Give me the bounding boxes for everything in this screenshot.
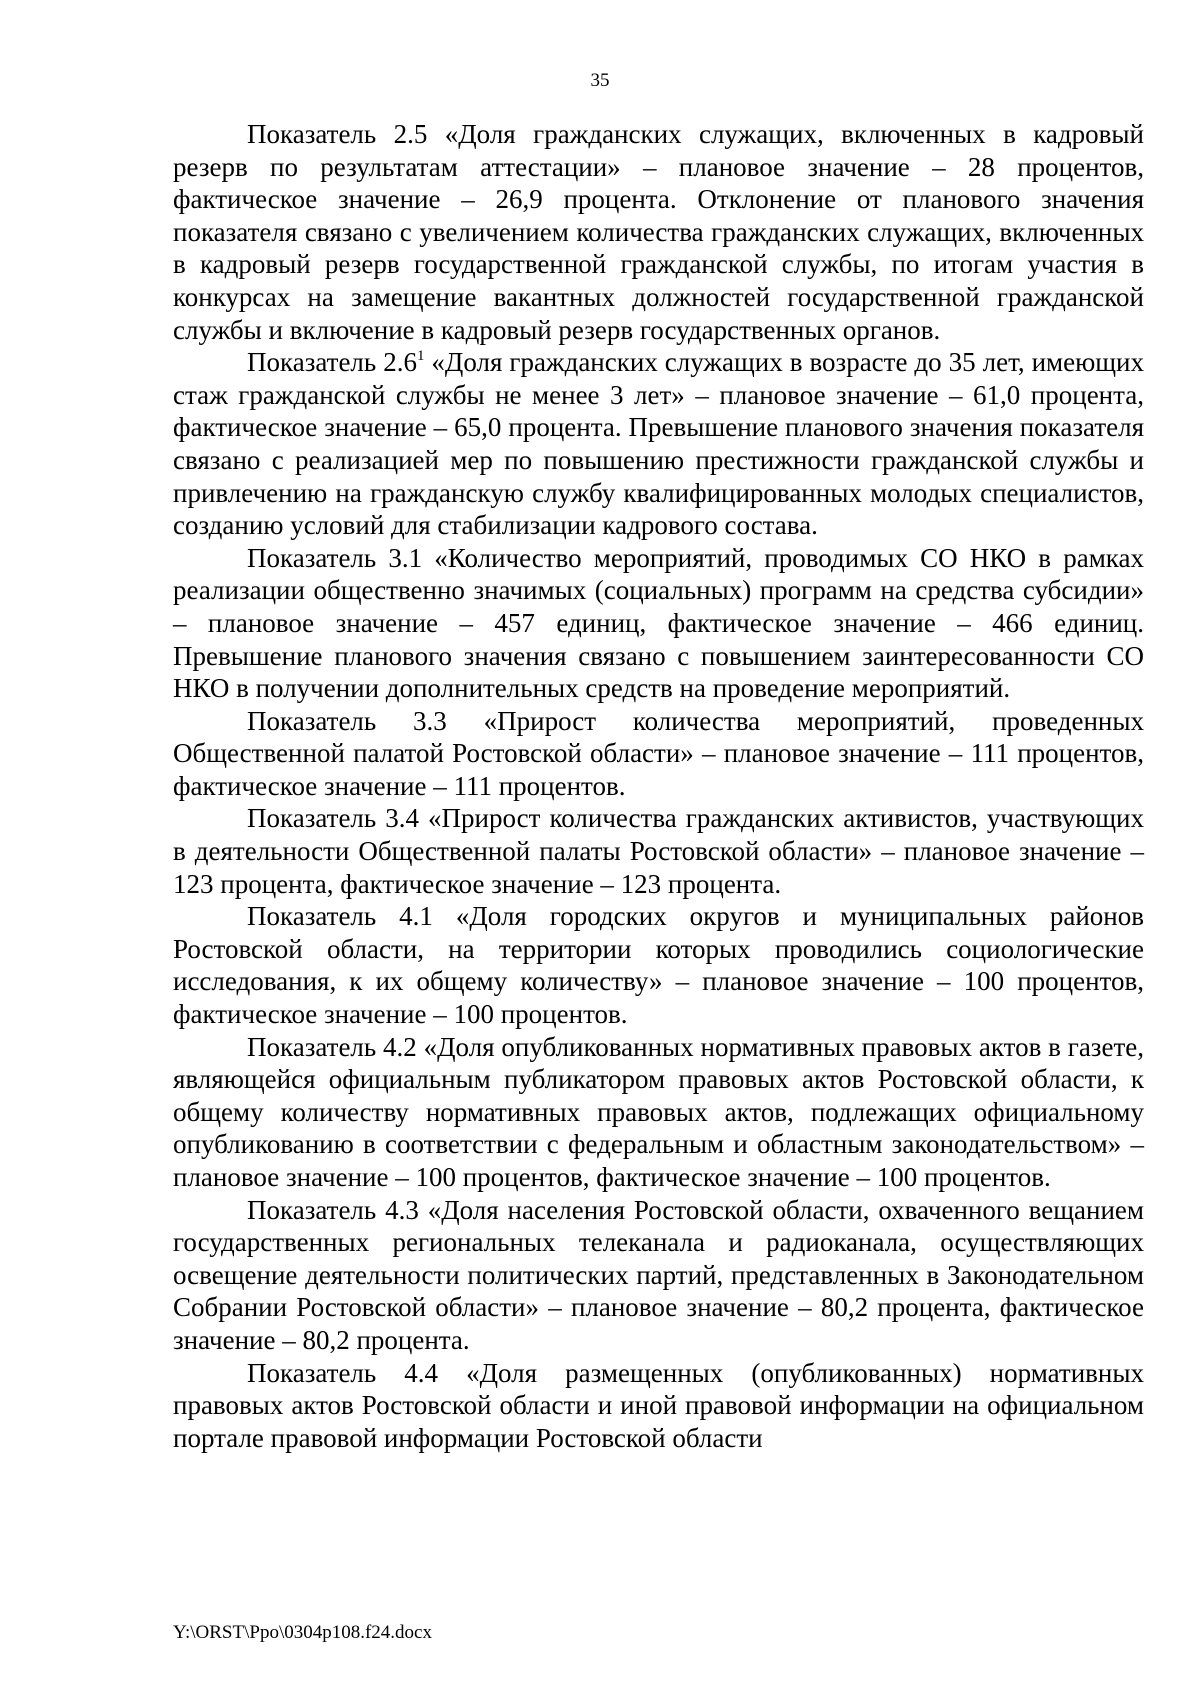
paragraph-indicator-3-4: Показатель 3.4 «Прирост количества гражданских активистов, участвующих в деятельности Общественной палаты Ростовской области» – плановое значение – 123 процента, фактическое значение – 123 процента. xyxy=(173,803,1144,899)
paragraph-indicator-4-4: Показатель 4.4 «Доля размещенных (опубликованных) нормативных правовых актов Ростовской области и иной правовой информации на официальном портале правовой информации Ростовской области xyxy=(173,1357,1144,1453)
indicator-2-6-superscript: 1 xyxy=(416,348,425,365)
paragraph-indicator-4-3: Показатель 4.3 «Доля населения Ростовской области, охваченного вещанием государственных региональных телеканала и радиоканала, осуществляющих освещение деятельности политических партий, представленных в Законодательном Собрании Ростовской области» – плановое значение – 80,2 процента, фактическое значение – 80,2 процента. xyxy=(173,1194,1144,1355)
paragraph-indicator-3-3: Показатель 3.3 «Прирост количества мероприятий, проведенных Общественной палатой Ростовской области» – плановое значение – 111 процентов, фактическое значение – 111 процентов. xyxy=(173,705,1144,801)
paragraph-indicator-3-1: Показатель 3.1 «Количество мероприятий, проводимых СО НКО в рамках реализации общественно значимых (социальных) программ на средства субсидии» – плановое значение – 457 единиц, фактическое значение – 466 единиц. Превышение планового значения связано с повышением заинтересованности СО НКО в получении дополнительных средств на проведение мероприятий. xyxy=(173,542,1144,704)
paragraph-indicator-2-5: Показатель 2.5 «Доля гражданских служащих, включенных в кадровый резерв по результатам аттестации» – плановое значение – 28 процентов, фактическое значение – 26,9 процента. Отклонение от планового значения показателя связано с увеличением количества гражданских служащих, включенных в кадровый резерв государственной гражданской службы, по итогам участия в конкурсах на замещение вакантных должностей государственной гражданской службы и включение в кадровый резерв государственных органов. xyxy=(173,119,1144,345)
indicator-2-6-text: «Доля гражданских служащих в возрасте до 35 лет, имеющих стаж гражданской службы не менее 3 лет» – плановое значение – 61,0 процента, фактическое значение – 65,0 процента. Превышение планового значения показателя связано с реализацией мер по повышению престижности гражданской службы и привлечению на гражданскую службу квалифицированных молодых специалистов, созданию условий для стабилизации кадрового состава. xyxy=(173,347,1144,541)
paragraph-indicator-4-1: Показатель 4.1 «Доля городских округов и муниципальных районов Ростовской области, на территории которых проводились социологические исследования, к их общему количеству» – плановое значение – 100 процентов, фактическое значение – 100 процентов. xyxy=(173,901,1144,1030)
paragraph-indicator-2-6 xyxy=(173,346,1144,542)
indicator-2-6-label: Показатель 2.6 xyxy=(247,347,417,378)
footer-file-path: Y:\ORST\Ppo\0304p108.f24.docx xyxy=(173,1622,432,1643)
paragraph-indicator-4-2: Показатель 4.2 «Доля опубликованных нормативных правовых актов в газете, являющейся официальным публикатором правовых актов Ростовской области, к общему количеству нормативных правовых актов, подлежащих официальному опубликованию в соответствии с федеральным и областным законодательством» – плановое значение – 100 процентов, фактическое значение – 100 процентов. xyxy=(173,1031,1144,1192)
document-body xyxy=(173,118,1144,1454)
page-number: 35 xyxy=(590,70,610,91)
